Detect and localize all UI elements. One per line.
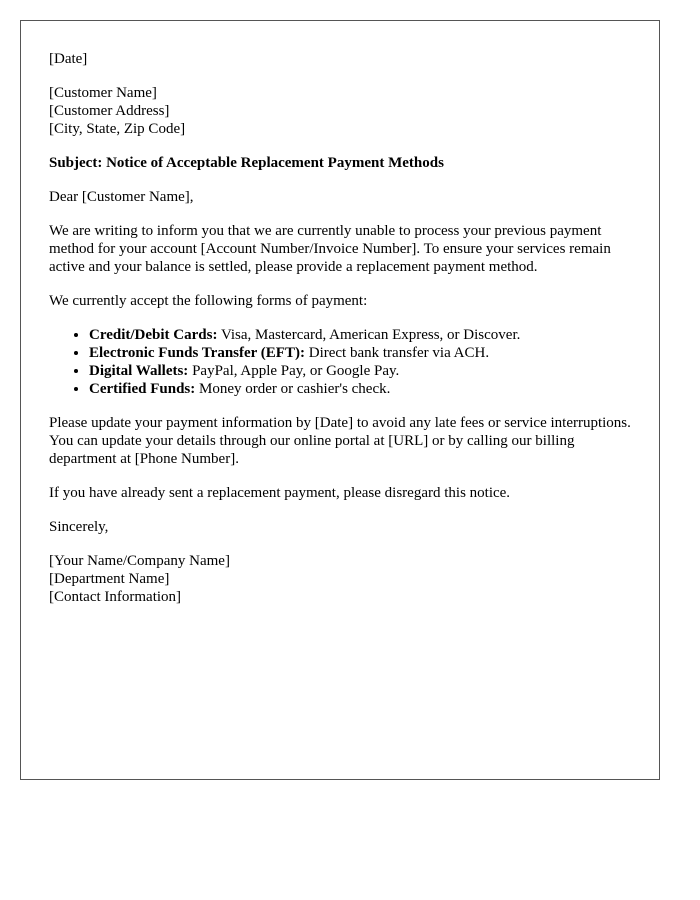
recipient-name: [Customer Name] <box>49 85 157 101</box>
payment-method-term: Certified Funds: <box>89 381 196 397</box>
intro-paragraph: We are writing to inform you that we are currently unable to process your previous payment method for your account [Account Number/Invoice Number]. To ensure your services remain active and your balance is settled, please provide a replacement payment method. <box>49 223 611 275</box>
signature-block <box>49 552 631 606</box>
payment-method-description: PayPal, Apple Pay, or Google Pay. <box>188 363 400 379</box>
payment-method-term: Electronic Funds Transfer (EFT): <box>89 345 305 361</box>
signature-department: [Department Name] <box>49 571 170 587</box>
recipient-city-state-zip: [City, State, Zip Code] <box>49 121 186 137</box>
recipient-address-block <box>49 84 631 138</box>
recipient-address: [Customer Address] <box>49 103 170 119</box>
payment-method-description: Direct bank transfer via ACH. <box>304 345 490 361</box>
update-paragraph: Please update your payment information by [Date] to avoid any late fees or service interruptions. You can update your details through our online portal at [URL] or by calling our billing department at [Phone Number]. <box>49 415 631 467</box>
list-item <box>89 344 631 362</box>
payment-method-description: Money order or cashier's check. <box>195 381 391 397</box>
payment-method-description: Visa, Mastercard, American Express, or Discover. <box>217 327 521 343</box>
letter-page <box>20 20 660 780</box>
signature-contact: [Contact Information] <box>49 589 182 605</box>
letter-date: [Date] <box>49 51 88 67</box>
payment-methods-list <box>49 326 631 398</box>
accept-intro: We currently accept the following forms of payment: <box>49 293 368 309</box>
payment-method-term: Digital Wallets: <box>89 363 189 379</box>
letter-closing: Sincerely, <box>49 519 109 535</box>
list-item <box>89 326 631 344</box>
payment-method-term: Credit/Debit Cards: <box>89 327 218 343</box>
letter-subject: Subject: Notice of Acceptable Replacement Payment Methods <box>49 155 444 171</box>
disregard-paragraph: If you have already sent a replacement payment, please disregard this notice. <box>49 485 511 501</box>
signature-name: [Your Name/Company Name] <box>49 553 230 569</box>
letter-salutation: Dear [Customer Name], <box>49 189 194 205</box>
list-item <box>89 380 631 398</box>
list-item <box>89 362 631 380</box>
